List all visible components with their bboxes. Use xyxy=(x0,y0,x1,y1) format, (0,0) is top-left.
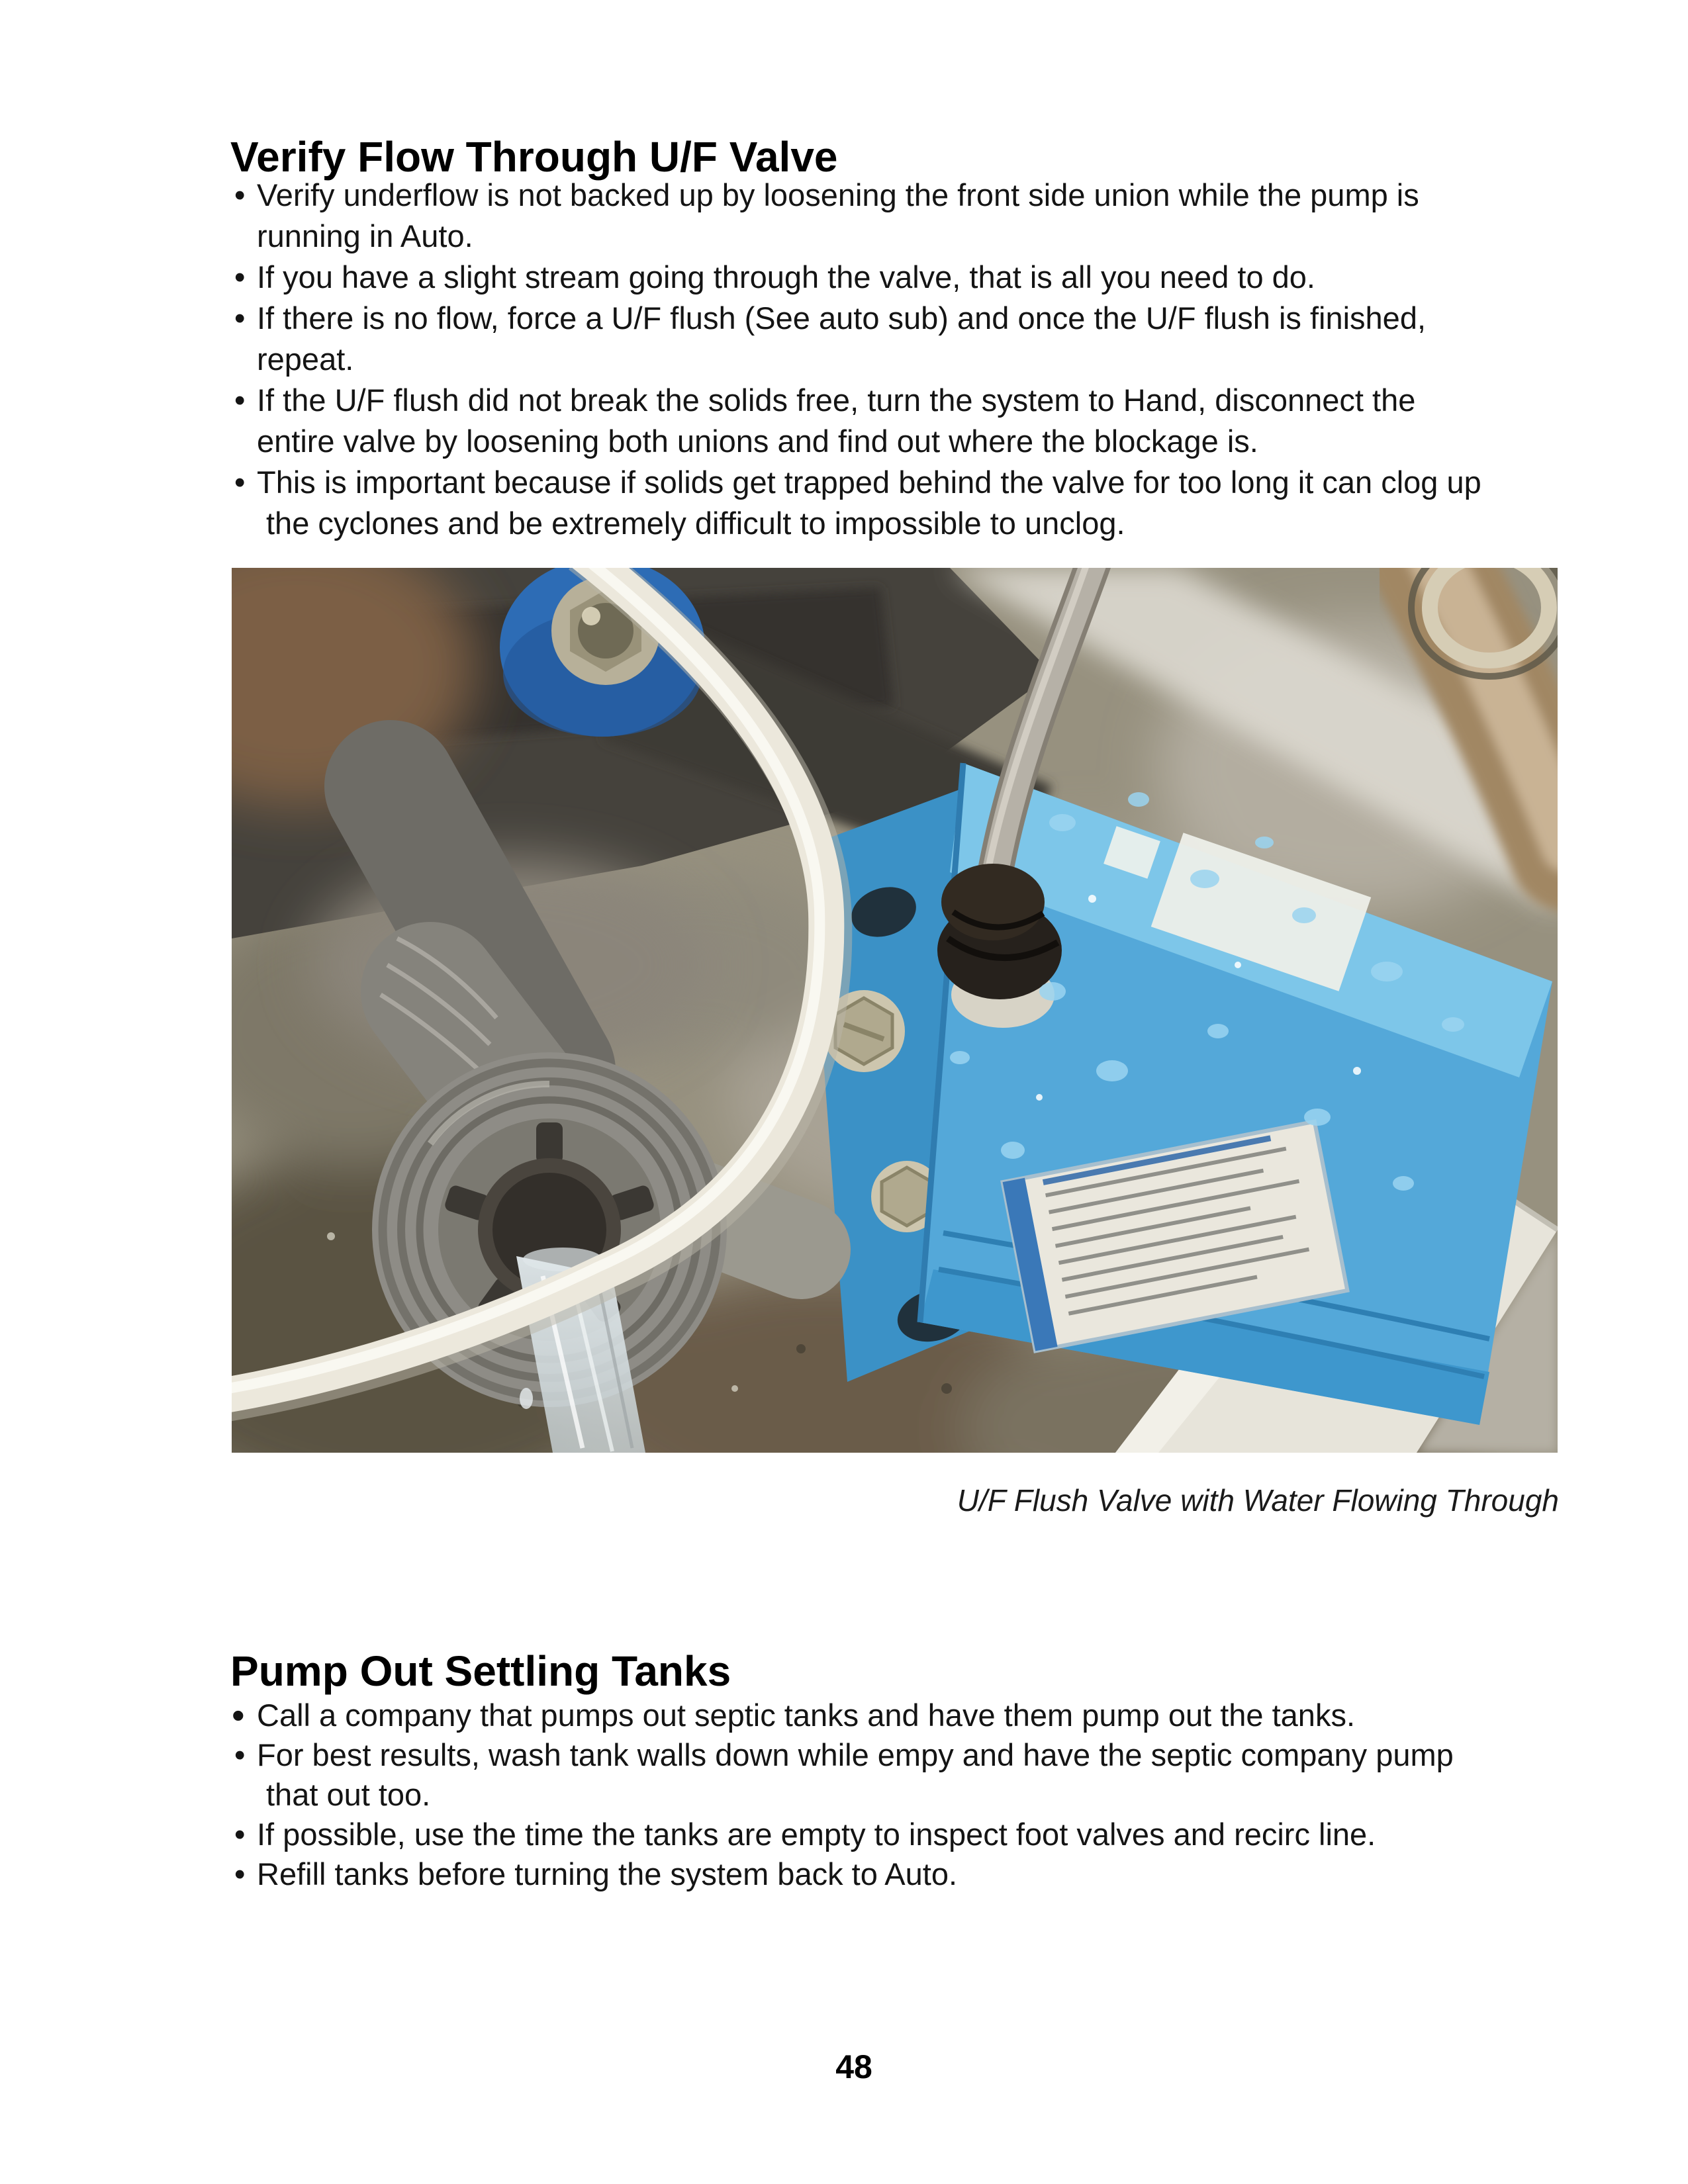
bullet-line: • For best results, wash tank walls down while empy and have the septic company pump xyxy=(257,1737,1454,1772)
bullet-line: running in Auto. xyxy=(257,218,473,253)
page-number: 48 xyxy=(835,2048,872,2085)
bullet-line: • Refill tanks before turning the system back to Auto. xyxy=(257,1856,958,1891)
bullet-item xyxy=(232,380,1481,462)
bullet-item xyxy=(232,257,1481,298)
bullet-item xyxy=(232,1854,1454,1894)
pump-out-bullet-list xyxy=(232,1696,1454,1894)
bullet-line: • If there is no flow, force a U/F flush (See auto sub) and once the U/F flush is finished, xyxy=(257,300,1427,336)
bullet-line: • If the U/F flush did not break the solids free, turn the system to Hand, disconnect the xyxy=(257,383,1416,418)
uf-flush-valve-photo xyxy=(232,568,1558,1453)
bullet-item xyxy=(232,1735,1454,1815)
verify-flow-bullet-list xyxy=(232,175,1481,544)
bullet-line: • Call a company that pumps out septic tanks and have them pump out the tanks. xyxy=(257,1698,1355,1733)
bullet-item xyxy=(232,462,1481,544)
bullet-item xyxy=(232,1815,1454,1854)
photo-illustration xyxy=(232,568,1558,1453)
bullet-line: entire valve by loosening both unions and find out where the blockage is. xyxy=(257,424,1258,459)
bullet-item xyxy=(232,1696,1454,1735)
bullet-item xyxy=(232,298,1481,380)
bullet-item xyxy=(232,175,1481,257)
bullet-line: repeat. xyxy=(257,341,354,377)
photo-caption: U/F Flush Valve with Water Flowing Through xyxy=(957,1483,1559,1518)
section-heading-pump-out: Pump Out Settling Tanks xyxy=(230,1647,731,1695)
bullet-line: • This is important because if solids get trapped behind the valve for too long it can clog up xyxy=(257,465,1481,500)
bullet-line: that out too. xyxy=(266,1777,431,1812)
bullet-line: • If you have a slight stream going through the valve, that is all you need to do. xyxy=(257,259,1315,295)
section-heading-verify-flow: Verify Flow Through U/F Valve xyxy=(230,133,838,181)
bullet-line: • Verify underflow is not backed up by loosening the front side union while the pump is xyxy=(257,177,1419,212)
bullet-line: • If possible, use the time the tanks are empty to inspect foot valves and recirc line. xyxy=(257,1817,1376,1852)
bullet-line: the cyclones and be extremely difficult to impossible to unclog. xyxy=(266,506,1125,541)
